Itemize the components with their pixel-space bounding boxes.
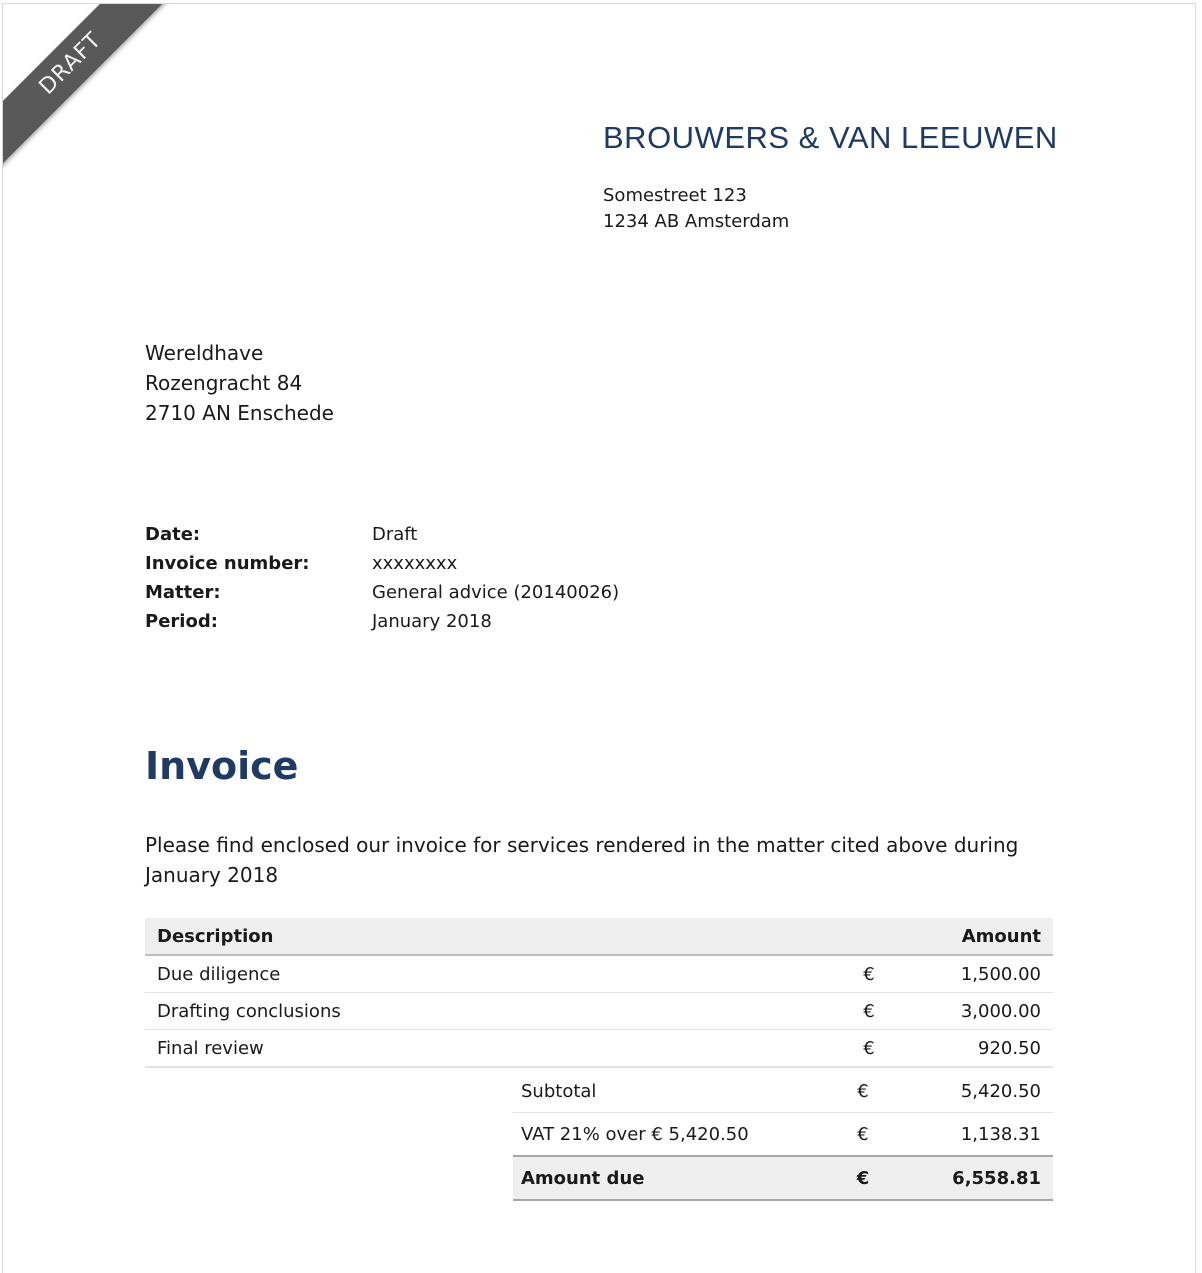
meta-row-matter [145,580,619,609]
vat-amount: 1,138.31 [960,1123,1041,1145]
intro-text: Please find enclosed our invoice for services rendered in the matter cited above during January 2018 [145,833,1019,887]
meta-value: Draft [372,524,418,545]
meta-label: Date: [145,524,201,545]
row-description: Drafting conclusions [145,993,859,1030]
page-title: Invoice [145,744,299,788]
meta-label: Period: [145,611,218,632]
recipient-name: Wereldhave [145,341,264,365]
meta-label: Matter: [145,582,221,603]
meta-value: January 2018 [372,611,492,632]
recipient-address [145,338,334,428]
meta-row-period [145,609,619,638]
meta-label: Invoice number: [145,553,310,574]
totals-table [513,1070,1053,1201]
header-description: Description [145,918,859,955]
draft-ribbon: DRAFT [2,3,178,171]
subtotal-row [513,1070,1053,1113]
subtotal-currency: € [853,1070,873,1113]
invoice-page [2,3,1196,1273]
amount-due-label: Amount due [513,1156,853,1200]
row-description: Final review [145,1030,859,1068]
amount-due-value: 6,558.81 [873,1156,1053,1200]
amount-due-row [513,1156,1053,1200]
vat-row [513,1113,1053,1157]
table-row [145,955,1053,993]
recipient-street: Rozengracht 84 [145,371,303,395]
meta-row-date [145,522,619,551]
table-header-row [145,918,1053,955]
firm-address-line2: 1234 AB Amsterdam [603,211,790,232]
amount-due-currency: € [853,1156,873,1200]
table-row [145,993,1053,1030]
subtotal-label: Subtotal [513,1070,853,1113]
recipient-city: 2710 AN Enschede [145,401,334,425]
firm-address [603,183,789,235]
header-amount: Amount [879,918,1053,955]
vat-currency: € [857,1123,869,1145]
row-currency: € [859,993,879,1030]
vat-label: VAT 21% over € 5,420.50 [521,1123,749,1145]
row-amount: 1,500.00 [879,955,1053,993]
line-items-table [145,918,1053,1068]
firm-logo-name: BROUWERS & VAN LEEUWEN [603,120,1058,155]
firm-address-line1: Somestreet 123 [603,185,747,206]
row-currency: € [859,955,879,993]
row-amount: 3,000.00 [879,993,1053,1030]
invoice-meta [145,522,619,638]
meta-value: General advice (20140026) [372,582,620,603]
row-amount: 920.50 [879,1030,1053,1068]
subtotal-amount: 5,420.50 [873,1070,1053,1113]
header-currency [859,918,879,955]
meta-row-invoice-number [145,551,619,580]
row-description: Due diligence [145,955,859,993]
row-currency: € [859,1030,879,1068]
meta-value: xxxxxxxx [372,553,458,574]
table-row [145,1030,1053,1068]
